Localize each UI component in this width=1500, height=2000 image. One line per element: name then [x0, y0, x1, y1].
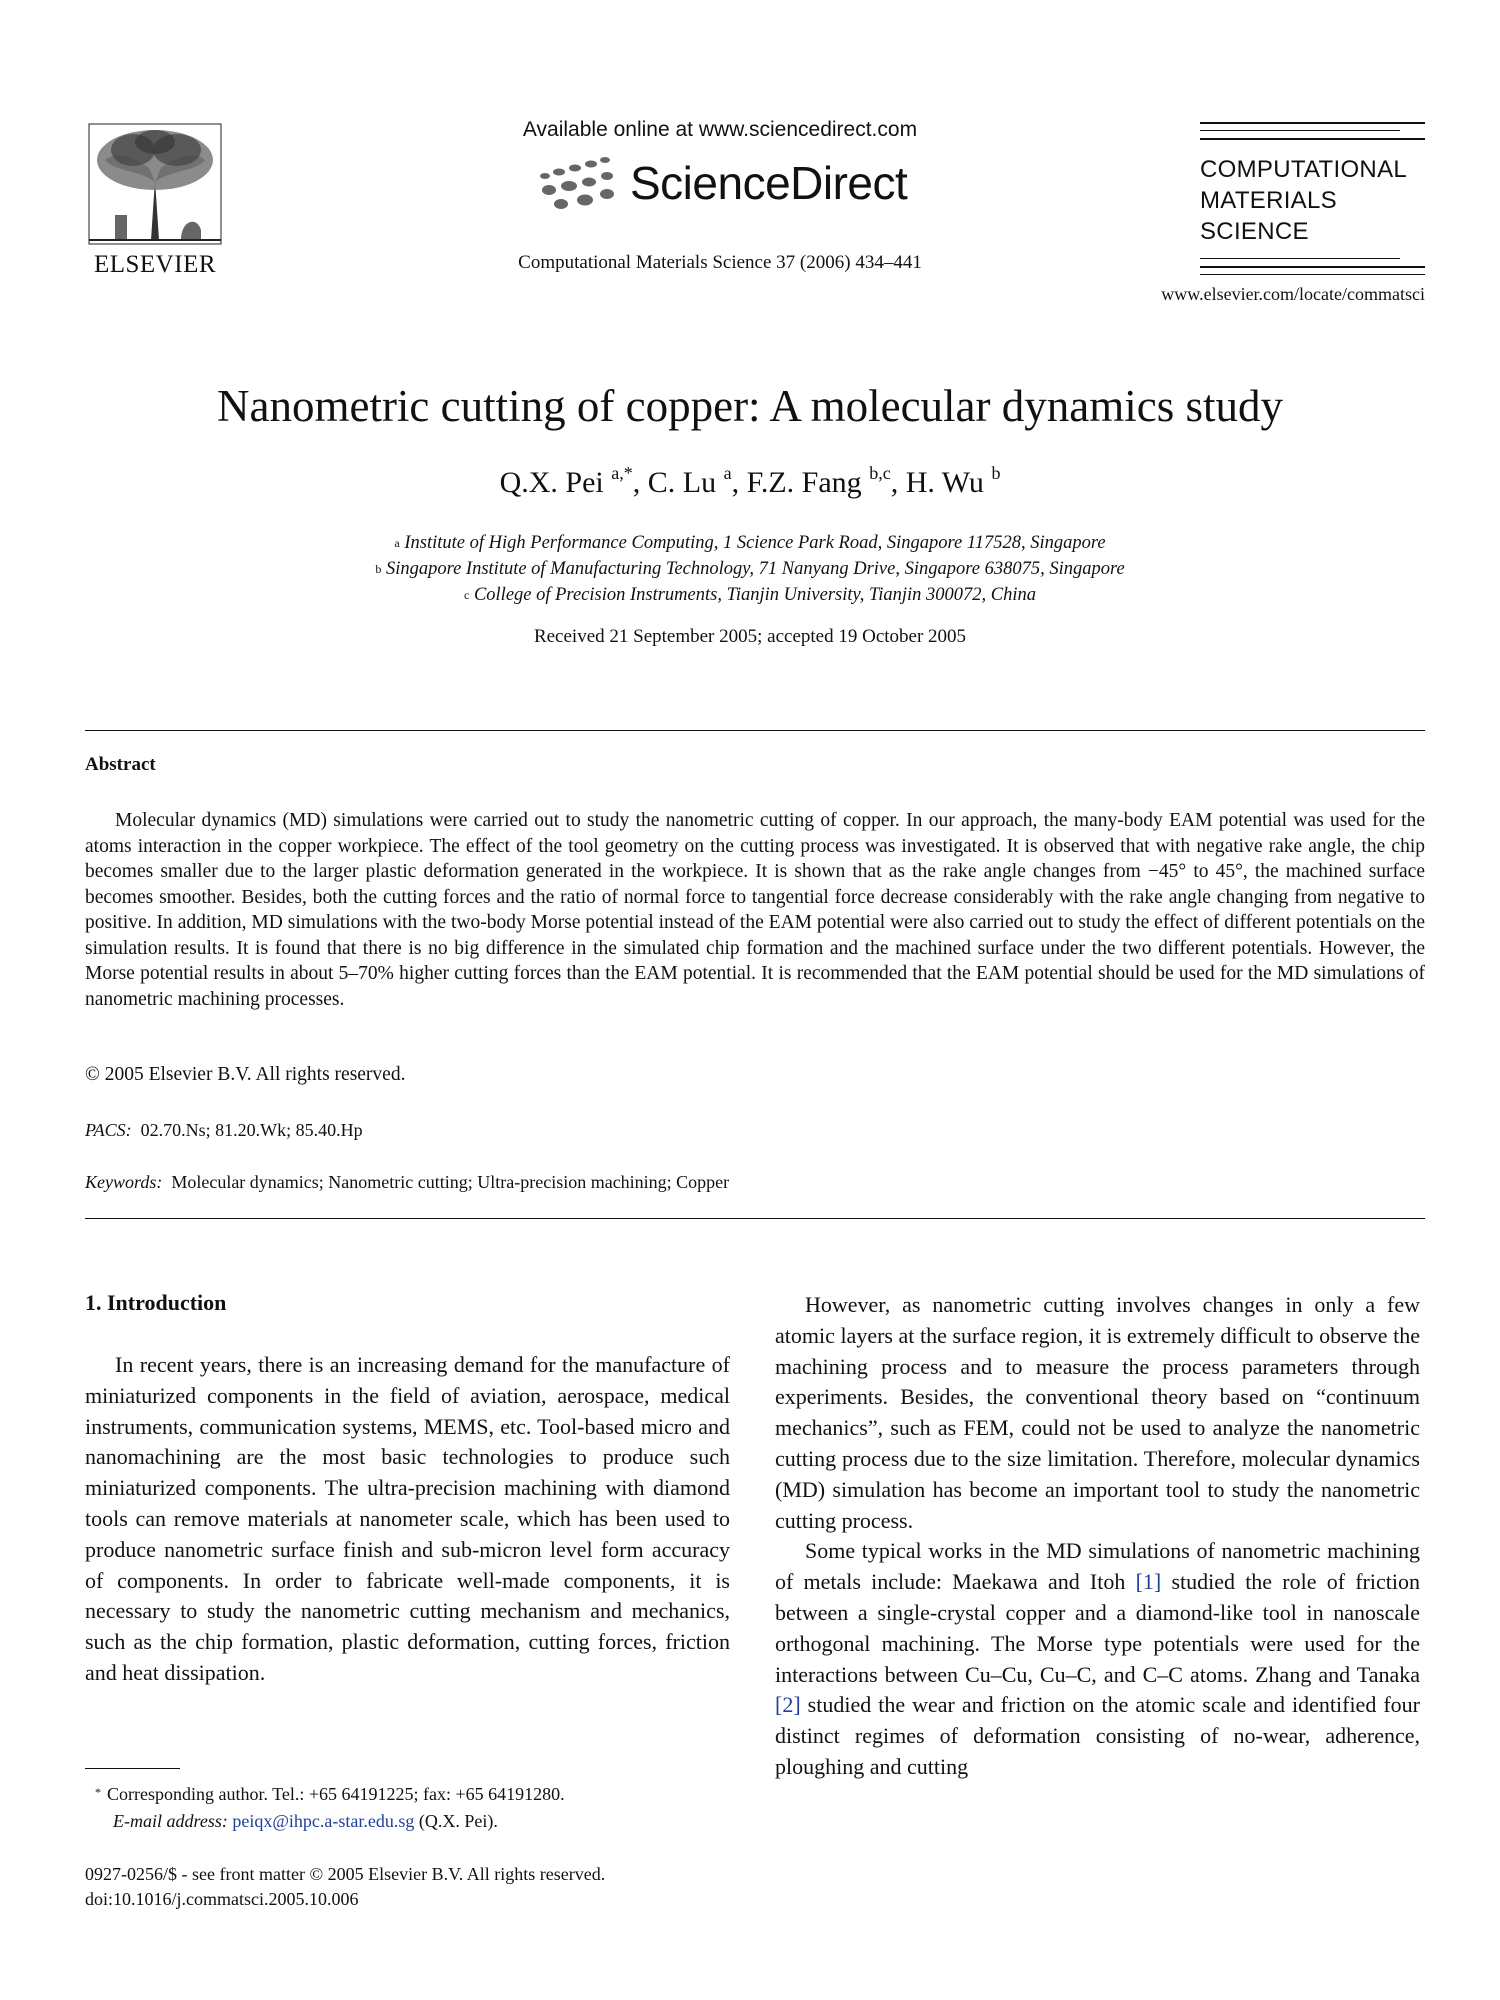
intro-paragraph: Some typical works in the MD simulations of nanometric machining of metals include: Maekawa and Itoh [1] studied the role of friction between a single-crystal copper and a diamond-like tool in nanoscale orthogonal machining. The Morse type potentials were used for the interactions between Cu–Cu, Cu–C, and C–C atoms. Zhang and Tanaka [2] studied the wear and friction on the atomic scale and identified four distinct regimes of deformation consisting of no-wear, adherence, ploughing and cutting	[775, 1538, 1420, 1779]
affiliation-list	[120, 530, 1380, 608]
sciencedirect-dots-icon	[535, 154, 625, 214]
abstract-copyright: © 2005 Elsevier B.V. All rights reserved.	[85, 1064, 406, 1085]
issn-line: 0927-0256/$ - see front matter © 2005 Elsevier B.V. All rights reserved.	[85, 1864, 606, 1884]
keywords-line	[85, 1172, 729, 1193]
sciencedirect-logo	[535, 150, 955, 220]
affiliation: $^c$ College of Precision Instruments, Tianjin University, Tianjin 300072, China	[464, 585, 1036, 605]
pacs-label: PACS:	[85, 1120, 132, 1140]
citation-link[interactable]: [1]	[1135, 1569, 1162, 1595]
author-name[interactable]: F.Z. Fang	[746, 466, 862, 499]
section-heading-introduction: 1. Introduction	[85, 1290, 227, 1315]
author-name[interactable]: H. Wu	[905, 466, 984, 499]
author-name[interactable]: Q.X. Pei	[499, 466, 604, 499]
author-name[interactable]: C. Lu	[647, 466, 717, 499]
journal-name: COMPUTATIONAL MATERIALS SCIENCE	[1200, 156, 1408, 245]
keywords-list: Molecular dynamics; Nanometric cutting; Ultra-precision machining; Copper	[171, 1172, 730, 1192]
abstract-heading: Abstract	[85, 754, 156, 775]
email-label: E-mail address:	[113, 1811, 228, 1831]
left-column	[85, 1350, 730, 1689]
email-owner: (Q.X. Pei).	[418, 1811, 498, 1831]
pacs-codes: 02.70.Ns; 81.20.Wk; 85.40.Hp	[140, 1120, 363, 1140]
received-dates: Received 21 September 2005; accepted 19 October 2005	[533, 626, 967, 647]
abstract-text: Molecular dynamics (MD) simulations were carried out to study the nanometric cutting of copper. In our approach, the many-body EAM potential was used for the atoms interaction in the copper workpiece. The effect of the tool geometry on the cutting process was investigated. It is observed that with negative rake angle, the chip becomes smaller due to the larger plastic deformation generated in the workpiece. It is shown that as the rake angle changes from −45° to 45°, the machined surface becomes smoother. Besides, both the cutting forces and the ratio of normal force to tangential force decrease considerably with the rake angle changing from negative to positive. In addition, MD simulations with the two-body Morse potential instead of the EAM potential were also carried out to study the effect of different potentials on the simulation results. It is found that there is no big difference in the simulated chip formation and the machined surface under the two different potentials. However, the Morse potential results in about 5–70% higher cutting forces than the EAM potential. It is recommended that the EAM potential should be used for the MD simulations of nanometric machining processes.	[85, 810, 1425, 1010]
affiliation: $^a$ Institute of High Performance Computing, 1 Science Park Road, Singapore 117528, Singapore	[394, 533, 1106, 553]
journal-citation: Computational Materials Science 37 (2006) 434–441	[518, 252, 922, 273]
divider	[85, 730, 1425, 731]
author-list: Q.X. Pei $^{a,*}$, C. Lu $^a$, F.Z. Fang $^{b,c}$, H. Wu $^b$	[499, 463, 1001, 499]
doi-link[interactable]: doi:10.1016/j.commatsci.2005.10.006	[85, 1889, 359, 1909]
article-title: Nanometric cutting of copper: A molecular dynamics study	[217, 381, 1283, 431]
keywords-label: Keywords:	[85, 1172, 163, 1192]
author-affiliation-mark: a,*	[611, 463, 633, 483]
footnote-divider	[85, 1768, 180, 1769]
email-link[interactable]: peiqx@ihpc.a-star.edu.sg	[232, 1811, 415, 1831]
journal-url-link[interactable]: www.elsevier.com/locate/commatsci	[1161, 284, 1425, 304]
footnote	[85, 1782, 730, 1834]
affiliation: $^b$ Singapore Institute of Manufacturing Technology, 71 Nanyang Drive, Singapore 638075, Singapore	[375, 559, 1125, 579]
publisher-name: ELSEVIER	[93, 251, 217, 278]
elsevier-tree-icon	[85, 120, 225, 248]
author-affiliation-mark: a	[723, 463, 732, 483]
footnote-mark: *	[95, 1785, 101, 1799]
journal-logo	[1200, 118, 1425, 278]
sciencedirect-wordmark: ScienceDirect	[630, 157, 908, 209]
front-matter	[85, 1862, 605, 1912]
available-online-text: Available online at www.sciencedirect.com	[522, 118, 918, 141]
elsevier-logo	[85, 120, 225, 280]
pacs-line	[85, 1120, 363, 1141]
divider	[85, 1218, 1425, 1219]
citation-link[interactable]: [2]	[775, 1692, 801, 1718]
right-column	[775, 1290, 1420, 1783]
corresponding-author-info: Corresponding author. Tel.: +65 64191225; fax: +65 64191280.	[107, 1784, 565, 1804]
intro-paragraph: However, as nanometric cutting involves changes in only a few atomic layers at the surface region, it is extremely difficult to observe the machining process and to measure the process parameters through experiments. Besides, the conventional theory based on “continuum mechanics”, such as FEM, could not be used to analyze the nanometric cutting process due to the size limitation. Therefore, molecular dynamics (MD) simulation has become an important tool to study the nanometric cutting process.	[775, 1292, 1420, 1533]
author-affiliation-mark: b,c	[869, 463, 891, 483]
intro-paragraph: In recent years, there is an increasing demand for the manufacture of miniaturized components in the field of aviation, aerospace, medical instruments, communication systems, MEMS, etc. Tool-based micro and nanomachining are the most basic technologies to produce such miniaturized components. The ultra-precision machining with diamond tools can remove materials at nanometer scale, which has been used to produce nanometric surface finish and sub-micron level form accuracy of components. In order to fabricate well-made components, it is necessary to study the nanometric cutting mechanism and mechanics, such as the chip formation, plastic deformation, cutting forces, friction and heat dissipation.	[85, 1352, 730, 1685]
author-affiliation-mark: b	[991, 463, 1001, 483]
